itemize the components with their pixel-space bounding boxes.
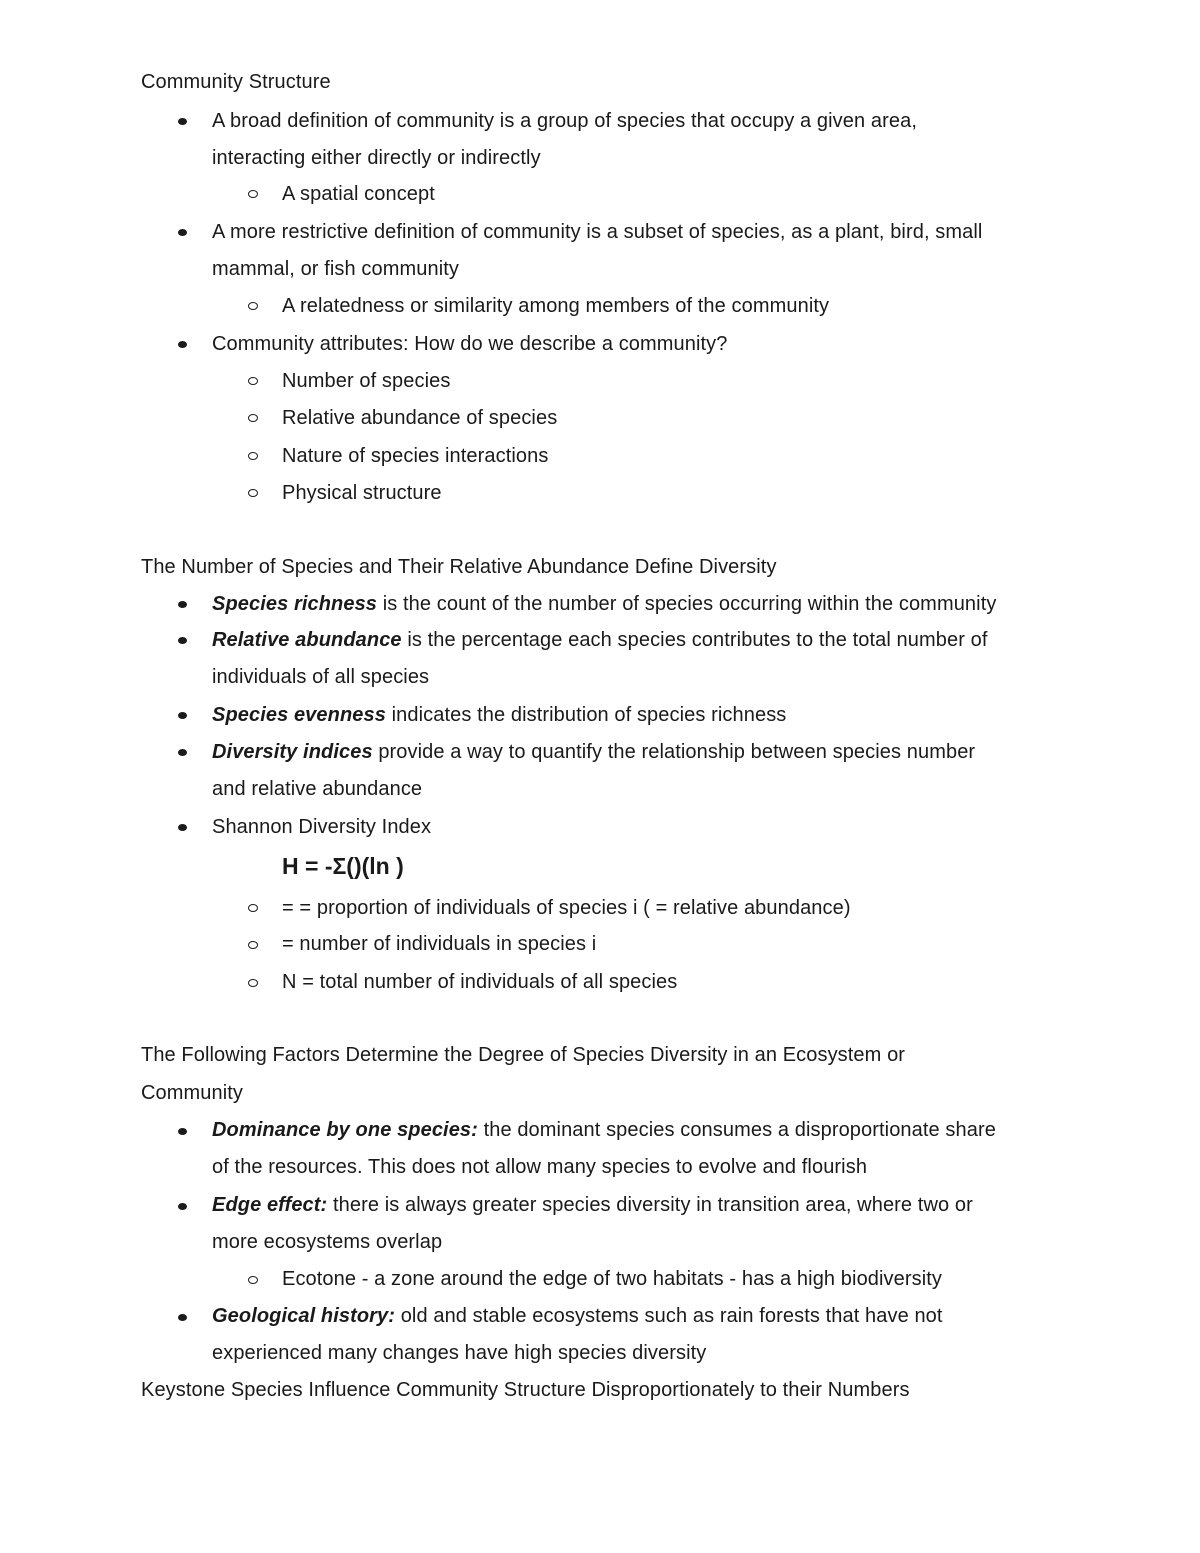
bullet-dot — [178, 1314, 187, 1321]
bullet-text — [212, 1298, 943, 1335]
bullet-text-continuation: mammal, or fish community — [212, 258, 459, 280]
bullet-dot — [178, 118, 187, 125]
bullet-dot — [178, 1128, 187, 1135]
sub-bullet-text: A relatedness or similarity among members of the community — [282, 295, 830, 317]
bullet-dot — [178, 229, 187, 236]
section-heading-community-structure: Community Structure — [141, 71, 331, 93]
term-species-richness: Species richness — [212, 593, 378, 615]
section-heading-diversity: The Number of Species and Their Relative Abundance Define Diversity — [141, 556, 777, 578]
bullet-dot — [178, 637, 187, 644]
definition-text: the dominant species consumes a disproportionate share — [477, 1119, 996, 1141]
bullet-text — [212, 586, 996, 623]
bullet-text — [212, 1187, 973, 1224]
sub-bullet-circle — [248, 190, 258, 198]
section-heading-factors: The Following Factors Determine the Degree of Species Diversity in an Ecosystem or — [141, 1044, 906, 1066]
bullet-text-continuation: and relative abundance — [212, 778, 423, 800]
definition-text: indicates the distribution of species richness — [385, 704, 787, 726]
bullet-text — [212, 697, 786, 734]
term-geological-history: Geological history: — [212, 1305, 396, 1327]
sub-bullet-text: Ecotone - a zone around the edge of two habitats - has a high biodiversity — [282, 1268, 943, 1290]
bullet-dot — [178, 341, 187, 348]
term-diversity-indices: Diversity indices — [212, 741, 373, 763]
bullet-text-continuation: interacting either directly or indirectly — [212, 147, 541, 169]
sub-bullet-text: N = total number of individuals of all species — [282, 971, 678, 993]
bullet-text — [212, 622, 988, 659]
sub-bullet-circle — [248, 904, 258, 912]
bullet-dot — [178, 824, 187, 831]
sub-bullet-text: Nature of species interactions — [282, 445, 549, 467]
term-species-evenness: Species evenness — [212, 704, 386, 726]
sub-bullet-text: Relative abundance of species — [282, 407, 558, 429]
definition-text: old and stable ecosystems such as rain forests that have not — [395, 1305, 943, 1327]
bullet-text: Community attributes: How do we describe a community? — [212, 333, 728, 355]
definition-text: provide a way to quantify the relationship between species number — [372, 741, 976, 763]
term-edge-effect: Edge effect: — [212, 1194, 328, 1216]
sub-bullet-circle — [248, 414, 258, 422]
bullet-text-continuation: experienced many changes have high species diversity — [212, 1342, 707, 1364]
term-relative-abundance: Relative abundance — [212, 629, 402, 651]
bullet-text-continuation: more ecosystems overlap — [212, 1231, 443, 1253]
shannon-formula: H = -Σ()(ln ) — [282, 853, 404, 879]
definition-text: there is always greater species diversity in transition area, where two or — [327, 1194, 973, 1216]
sub-bullet-text: A spatial concept — [282, 183, 435, 205]
bullet-dot — [178, 1203, 187, 1210]
definition-text: is the percentage each species contributes to the total number of — [401, 629, 988, 651]
sub-bullet-text: = = proportion of individuals of species i ( = relative abundance) — [282, 897, 851, 919]
bullet-text-continuation: individuals of all species — [212, 666, 430, 688]
sub-bullet-circle — [248, 302, 258, 310]
bullet-text: A broad definition of community is a group of species that occupy a given area, — [212, 110, 917, 132]
sub-bullet-text: = number of individuals in species i — [282, 933, 597, 955]
bullet-dot — [178, 712, 187, 719]
sub-bullet-circle — [248, 941, 258, 949]
sub-bullet-circle — [248, 452, 258, 460]
bullet-text-continuation: of the resources. This does not allow many species to evolve and flourish — [212, 1156, 868, 1178]
bullet-text — [212, 734, 975, 771]
sub-bullet-circle — [248, 489, 258, 497]
bullet-dot — [178, 749, 187, 756]
section-heading-keystone: Keystone Species Influence Community Structure Disproportionately to their Numbers — [141, 1379, 910, 1401]
definition-text: is the count of the number of species occurring within the community — [377, 593, 997, 615]
section-heading-factors-continuation: Community — [141, 1082, 244, 1104]
sub-bullet-circle — [248, 979, 258, 987]
sub-bullet-circle — [248, 1276, 258, 1284]
term-dominance: Dominance by one species: — [212, 1119, 478, 1141]
sub-bullet-text: Number of species — [282, 370, 451, 392]
bullet-text: Shannon Diversity Index — [212, 816, 432, 838]
bullet-text: A more restrictive definition of community is a subset of species, as a plant, bird, small — [212, 221, 983, 243]
bullet-text — [212, 1112, 996, 1149]
sub-bullet-circle — [248, 377, 258, 385]
bullet-dot — [178, 601, 187, 608]
sub-bullet-text: Physical structure — [282, 482, 442, 504]
